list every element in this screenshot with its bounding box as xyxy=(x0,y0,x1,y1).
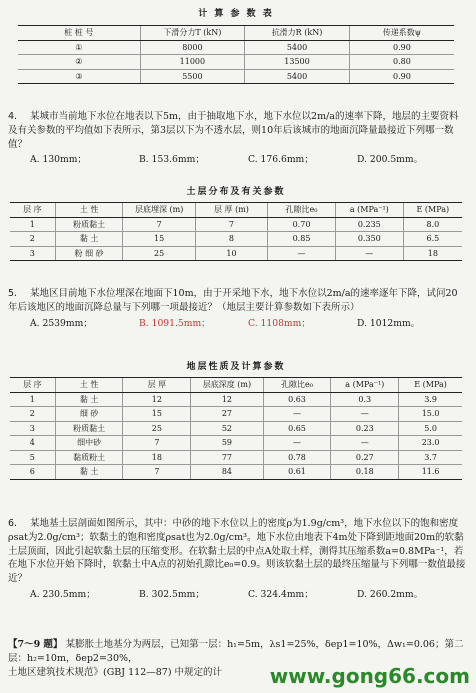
table-cell: 84 xyxy=(191,465,263,480)
table-cell: 黏 土 xyxy=(55,392,123,407)
table-cell: 0.78 xyxy=(263,450,331,465)
table-row xyxy=(18,69,454,84)
table-cell: 7 xyxy=(123,217,195,232)
table-cell: — xyxy=(263,436,331,451)
table1 xyxy=(18,25,454,84)
table1-caption: 计 算 参 数 表 xyxy=(198,9,274,19)
table-cell: 7 xyxy=(123,436,191,451)
table-cell: 7 xyxy=(195,217,267,232)
question-4-body: 某城市当前地下水位在地表以下5m，由于抽取地下水，地下水位以2m/a的速率下降，地层的主要资料及有关参数的平均值如下表所示，第3层以下为不透水层，则10年后该城市的地面沉降量最接近下列哪一数值？ xyxy=(8,111,459,150)
table2-header: 层 厚 (m) xyxy=(195,203,267,218)
table-cell: 4 xyxy=(10,436,55,451)
table-cell: — xyxy=(331,407,399,422)
table-cell: 3 xyxy=(10,421,55,436)
question-5-body: 某地区目前地下水位埋深在地面下10m，由于开采地下水，地下水位以2m/a的速率逐年下降，试问20年后该地区的地面沉降总量与下列哪一项最接近？（地层主要计算参数如下表所示） xyxy=(8,288,458,313)
table-cell: 3.9 xyxy=(399,392,462,407)
table-cell: 0.61 xyxy=(263,465,331,480)
table-cell: 12 xyxy=(123,392,191,407)
question-5-text xyxy=(8,287,466,315)
question-6-options xyxy=(30,588,466,601)
table3-header: 土 性 xyxy=(55,378,123,393)
table3-header: 孔隙比e₀ xyxy=(263,378,331,393)
table2 xyxy=(10,202,462,261)
table-cell: 13500 xyxy=(245,55,350,70)
table-cell: 7 xyxy=(123,465,191,480)
table-cell: 11.6 xyxy=(399,465,462,480)
table-cell: — xyxy=(263,407,331,422)
table-cell: 0.63 xyxy=(263,392,331,407)
table-cell: 3.7 xyxy=(399,450,462,465)
watermark: www.gong66.com xyxy=(269,664,470,688)
table-cell: 59 xyxy=(191,436,263,451)
table-cell: 粉质黏土 xyxy=(55,421,123,436)
table-row xyxy=(10,392,462,407)
table-row xyxy=(10,217,462,232)
table-cell: 23.0 xyxy=(399,436,462,451)
table-cell: 10 xyxy=(195,246,267,261)
table-cell: 15 xyxy=(123,407,191,422)
option-b: B. 153.6mm； xyxy=(139,154,205,166)
question-6-body: 某地基土层剖面如图所示，其中：中砂的地下水位以上的密度ρ为1.9g/cm³，地下水位以下的饱和密度ρsat为2.0g/cm³；软黏土的饱和密度ρsat也为2.0g/cm³。地下水位由地表下4m处下降到距地面20m的软黏土层顶面，因此引起软黏土层的压缩变形。在软黏土层的中点A处取土样，测得其压缩系数a=0.8MPa⁻¹，若在地下水位开始下降时，软黏土中A点的初始孔隙比e₀=0.9。则该软黏土层的最终压缩量与下列哪一数值最接近？ xyxy=(8,518,466,585)
table3-caption: 地层性质及计算参数 xyxy=(186,362,286,372)
table-cell: 粉质黏土 xyxy=(55,217,123,232)
table-cell: — xyxy=(335,246,403,261)
option-b: B. 302.5mm； xyxy=(139,588,205,600)
table3-block xyxy=(10,361,462,480)
table-cell: 18 xyxy=(403,246,462,261)
question-6-number: 6. xyxy=(8,518,18,529)
question-5-options xyxy=(30,317,466,330)
table-cell: 25 xyxy=(123,421,191,436)
option-c: C. 176.6mm； xyxy=(248,154,314,166)
question-6 xyxy=(8,517,466,601)
question-6-text xyxy=(8,517,466,586)
table2-header: a (MPa⁻¹) xyxy=(335,203,403,218)
table3-header: 层底深度 (m) xyxy=(191,378,263,393)
table3 xyxy=(10,377,462,480)
table-cell: 0.85 xyxy=(268,232,336,247)
table1-header: 桩 桩 号 xyxy=(18,26,140,41)
table-cell: 15 xyxy=(123,232,195,247)
table-row xyxy=(18,55,454,70)
table-cell: 0.80 xyxy=(349,55,454,70)
table-row xyxy=(10,450,462,465)
table-cell: 52 xyxy=(191,421,263,436)
table-cell: 2 xyxy=(10,407,55,422)
table-cell: 5 xyxy=(10,450,55,465)
option-d: D. 200.5mm。 xyxy=(357,154,423,166)
table-cell: 6 xyxy=(10,465,55,480)
question-4-text xyxy=(8,110,466,151)
option-b: B. 1091.5mm； xyxy=(139,317,211,329)
option-d: D. 1012mm。 xyxy=(357,317,420,329)
question-4-number: 4. xyxy=(8,111,18,122)
table-row xyxy=(10,421,462,436)
table-cell: 5400 xyxy=(245,69,350,84)
table-cell: 粉 细 砂 xyxy=(55,246,123,261)
table3-header: 层 厚 xyxy=(123,378,191,393)
table1-header: 传递系数ψ xyxy=(349,26,454,41)
table-cell: 1 xyxy=(10,392,55,407)
table-cell: 5500 xyxy=(140,69,245,84)
table-cell: — xyxy=(268,246,336,261)
table-cell: 黏 土 xyxy=(55,232,123,247)
table2-caption: 土层分布及有关参数 xyxy=(186,187,286,197)
table-cell: 6.5 xyxy=(403,232,462,247)
table-cell: ① xyxy=(18,40,140,55)
table-cell: 0.3 xyxy=(331,392,399,407)
option-a: A. 130mm； xyxy=(30,154,87,166)
question-4-options xyxy=(30,153,466,166)
option-a: A. 230.5mm； xyxy=(30,588,96,600)
table-cell: 0.65 xyxy=(263,421,331,436)
table-cell: 0.23 xyxy=(331,421,399,436)
table2-header: 层底埋深 (m) xyxy=(123,203,195,218)
table-row xyxy=(10,436,462,451)
table3-header: 层 序 xyxy=(10,378,55,393)
table-cell: 2 xyxy=(10,232,55,247)
table-cell: 细中砂 xyxy=(55,436,123,451)
table-cell: 0.27 xyxy=(331,450,399,465)
table-cell: 0.90 xyxy=(349,40,454,55)
table-row xyxy=(10,407,462,422)
question-7-body: 某膨胀土地基分为两层，已知第一层：h₁=5m，λs1=25%，δep1=10%，Δw₁=0.06；第二层：h₂=10m，δep2=30%， xyxy=(8,639,464,664)
table-cell: ② xyxy=(18,55,140,70)
table-cell: 27 xyxy=(191,407,263,422)
table1-header: 抗滑力R (kN) xyxy=(245,26,350,41)
table2-block xyxy=(10,186,462,261)
table3-header: a (MPa⁻¹) xyxy=(331,378,399,393)
table-cell: 18 xyxy=(123,450,191,465)
table2-header: 孔隙比e₀ xyxy=(268,203,336,218)
question-5 xyxy=(8,287,466,330)
table3-header: E (MPa) xyxy=(399,378,462,393)
table-row xyxy=(18,40,454,55)
table-cell: — xyxy=(331,436,399,451)
table-cell: 77 xyxy=(191,450,263,465)
table2-header: 层 序 xyxy=(10,203,55,218)
table-cell: 5400 xyxy=(245,40,350,55)
option-a: A. 2539mm； xyxy=(30,317,93,329)
table-cell: 15.0 xyxy=(399,407,462,422)
table2-header: 土 性 xyxy=(55,203,123,218)
table-cell: 3 xyxy=(10,246,55,261)
table1-block xyxy=(18,8,454,84)
table-cell: 0.350 xyxy=(335,232,403,247)
table2-header: E (MPa) xyxy=(403,203,462,218)
table-cell: 8 xyxy=(195,232,267,247)
table-cell: 25 xyxy=(123,246,195,261)
option-c: C. 324.4mm； xyxy=(248,588,314,600)
table-row xyxy=(10,232,462,247)
question-5-number: 5. xyxy=(8,288,18,299)
table-cell: 细 砂 xyxy=(55,407,123,422)
table-cell: 1 xyxy=(10,217,55,232)
table-cell: 12 xyxy=(191,392,263,407)
question-7-tail: 土地区建筑技术规范》(GBJ 112—87) 中规定的计 xyxy=(8,666,223,678)
table-cell: 黏质粉土 xyxy=(55,450,123,465)
option-c: C. 1108mm； xyxy=(248,317,311,329)
table-cell: 0.235 xyxy=(335,217,403,232)
table-row xyxy=(10,465,462,480)
table-cell: 5.0 xyxy=(399,421,462,436)
table-cell: 0.90 xyxy=(349,69,454,84)
table-cell: 8.0 xyxy=(403,217,462,232)
question-7-head: 【7～9 题】 xyxy=(8,639,63,650)
table-cell: ③ xyxy=(18,69,140,84)
table-cell: 11000 xyxy=(140,55,245,70)
table-row xyxy=(10,246,462,261)
table-cell: 0.18 xyxy=(331,465,399,480)
option-d: D. 260.2mm。 xyxy=(357,588,423,600)
table-cell: 黏 土 xyxy=(55,465,123,480)
question-4 xyxy=(8,110,466,167)
table1-header: 下滑分力T (kN) xyxy=(140,26,245,41)
table-cell: 0.70 xyxy=(268,217,336,232)
table-cell: 8000 xyxy=(140,40,245,55)
